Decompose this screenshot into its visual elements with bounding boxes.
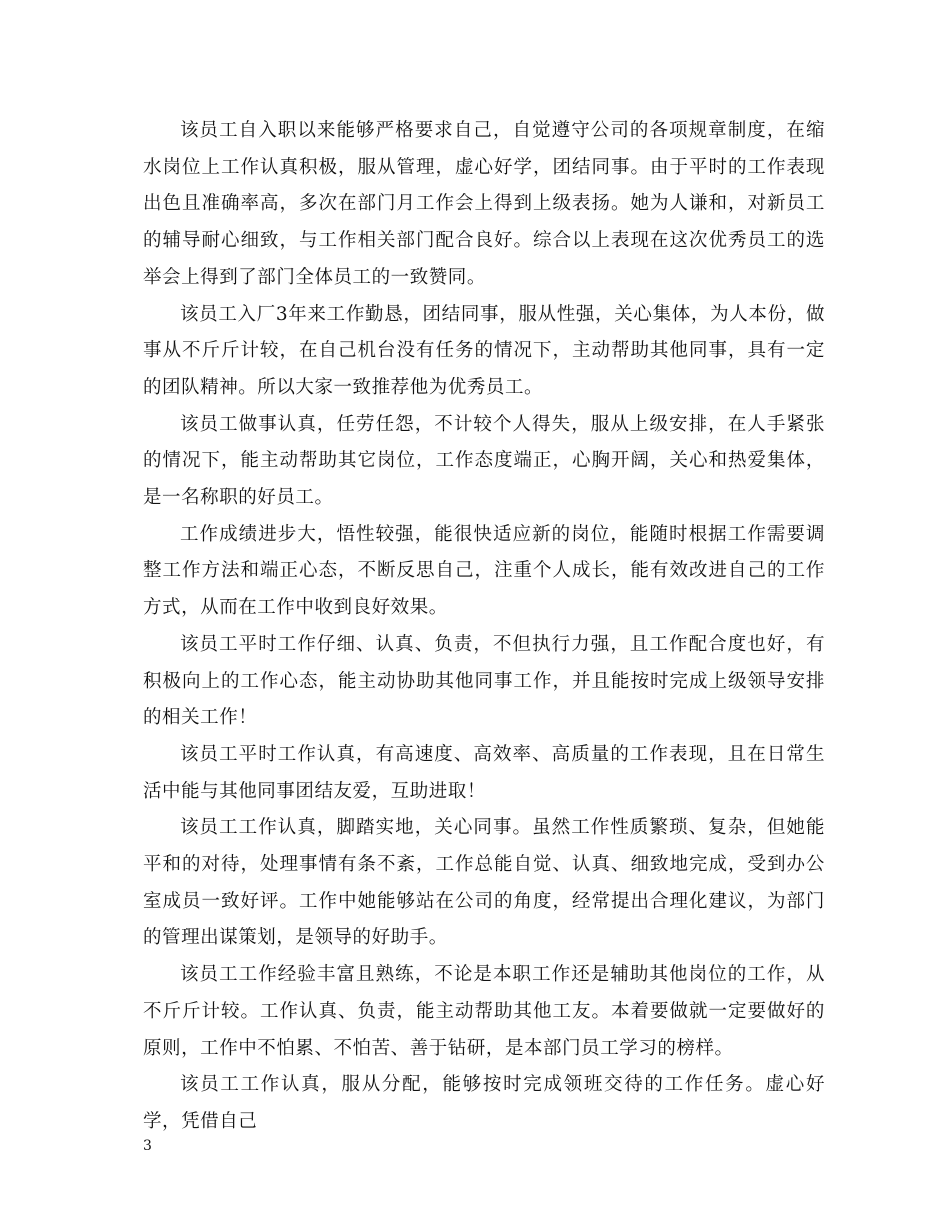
paragraph-8: 该员工工作经验丰富且熟练，不论是本职工作还是辅助其他岗位的工作，从不斤斤计较。工作认真、负责，能主动帮助其他工友。本着要做就一定要做好的原则，工作中不怕累、不怕苦、善于钻研，是本部门员工学习的榜样。 xyxy=(143,964,825,1059)
paragraph-1: 该员工自入职以来能够严格要求自己，自觉遵守公司的各项规章制度，在缩水岗位上工作认真积极，服从管理，虚心好学，团结同事。由于平时的工作表现出色且准确率高，多次在部门月工作会上得到上级表扬。她为人谦和，对新员工的辅导耐心细致，与工作相关部门配合良好。综合以上表现在这次优秀员工的选举会上得到了部门全体员工的一致赞同。 xyxy=(143,120,825,288)
document-body xyxy=(143,113,825,1141)
paragraph-5: 该员工平时工作仔细、认真、负责，不但执行力强，且工作配合度也好，有积极向上的工作心态，能主动协助其他同事工作，并且能按时完成上级领导安排的相关工作！ xyxy=(143,633,825,729)
paragraph-4: 工作成绩进步大，悟性较强，能很快适应新的岗位，能随时根据工作需要调整工作方法和端正心态，不断反思自己，注重个人成长，能有效改进自己的工作方式，从而在工作中收到良好效果。 xyxy=(143,523,825,619)
paragraph-9: 该员工工作认真，服从分配，能够按时完成领班交待的工作任务。虚心好学，凭借自己 xyxy=(143,1074,825,1132)
paragraph-3: 该员工做事认真，任劳任怨，不计较个人得失，服从上级安排，在人手紧张的情况下，能主动帮助其它岗位，工作态度端正，心胸开阔，关心和热爱集体，是一名称职的好员工。 xyxy=(143,413,825,509)
paragraph-6: 该员工平时工作认真，有高速度、高效率、高质量的工作表现，且在日常生活中能与其他同事团结友爱，互助进取！ xyxy=(143,743,825,802)
page-number: 3 xyxy=(143,1138,152,1154)
paragraph-2: 该员工入厂3年来工作勤恳，团结同事，服从性强，关心集体，为人本份，做事从不斤斤计较，在自己机台没有任务的情况下，主动帮助其他同事，具有一定的团队精神。所以大家一致推荐他为优秀员工。 xyxy=(143,303,825,398)
paragraph-7: 该员工工作认真，脚踏实地，关心同事。虽然工作性质繁琐、复杂，但她能平和的对待，处理事情有条不紊，工作总能自觉、认真、细致地完成，受到办公室成员一致好评。工作中她能够站在公司的角度，经常提出合理化建议，为部门的管理出谋策划，是领导的好助手。 xyxy=(143,817,825,949)
